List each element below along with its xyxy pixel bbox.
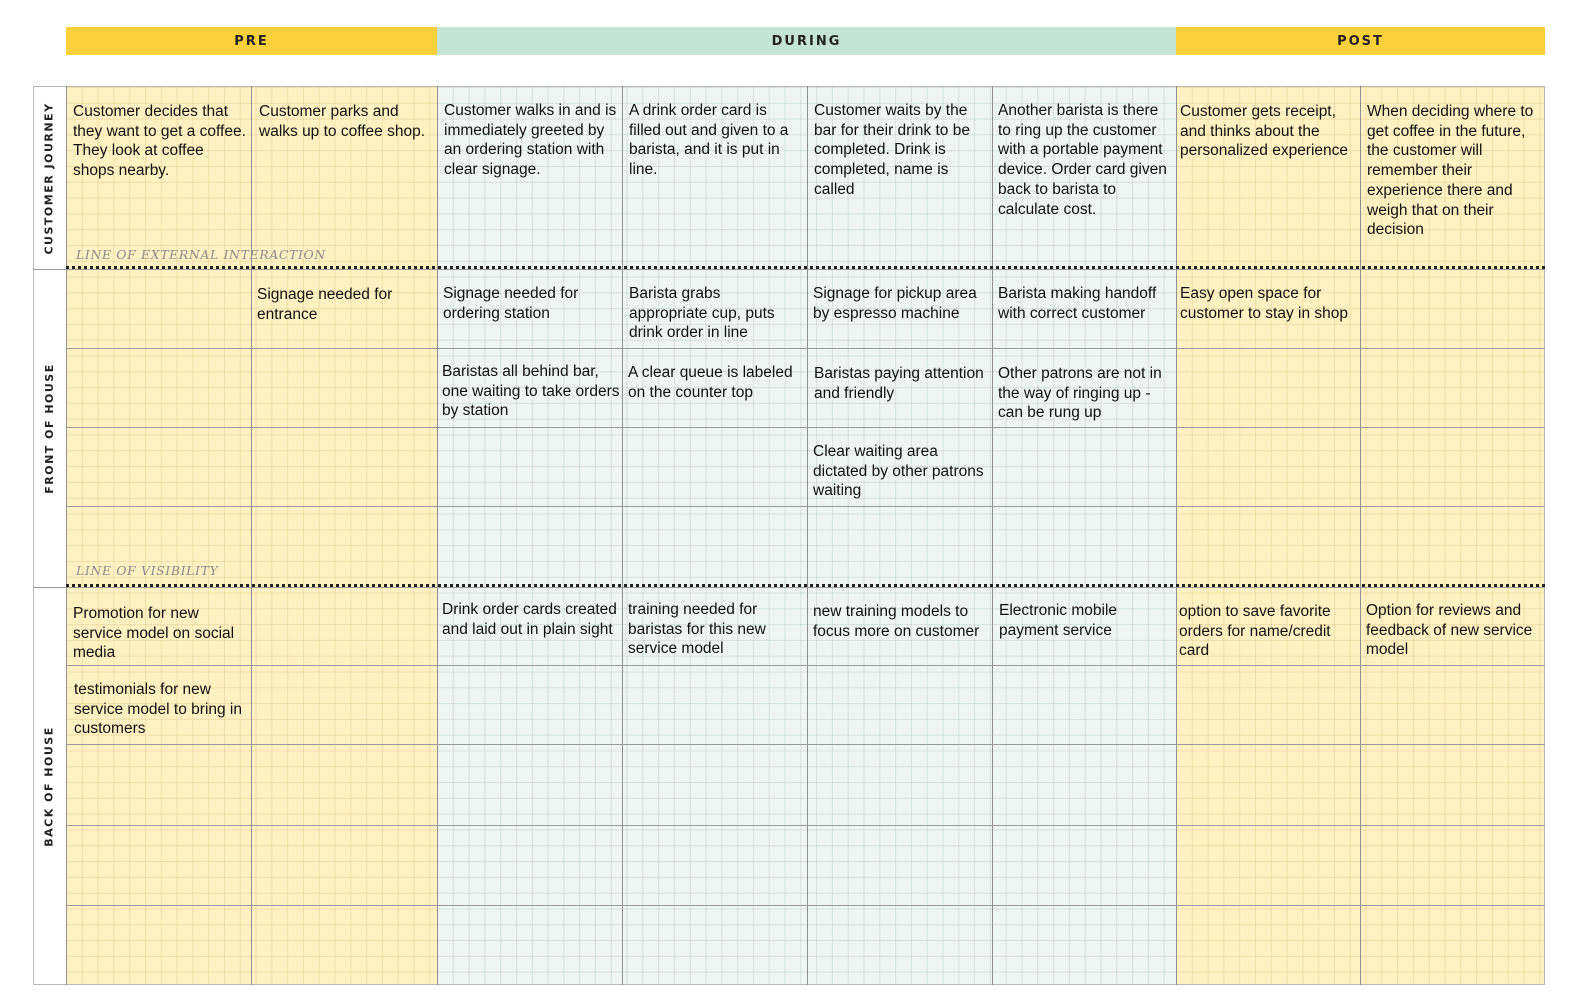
row-divider (66, 665, 1545, 666)
column-divider (622, 86, 623, 985)
customer-journey-note: Customer waits by the bar for their drink to be completed. Drink is completed, name is called (814, 102, 970, 198)
row-divider (66, 506, 1545, 507)
customer-journey-note: Customer parks and walks up to coffee shop. (259, 103, 426, 140)
row-divider (66, 905, 1545, 906)
column-divider (251, 86, 252, 985)
lane-back-of-house-label: BACK OF HOUSE (43, 725, 57, 847)
front-of-house-note: Baristas paying attention and friendly (814, 365, 984, 402)
front-of-house-note: Baristas all behind bar, one waiting to take orders by station (442, 363, 620, 420)
front-of-house-note: Signage needed for ordering station (443, 285, 579, 322)
back-of-house-note: Option for reviews and feedback of new service model (1366, 602, 1533, 659)
column-divider (437, 86, 438, 985)
lane-front-of-house (33, 270, 66, 587)
line-of-visibility-label: LINE OF VISIBILITY (76, 563, 219, 578)
back-of-house-note: Electronic mobile payment service (999, 602, 1118, 639)
customer-journey-note: A drink order card is filled out and given to a barista, and it is put in line. (629, 102, 789, 179)
column-divider (66, 86, 67, 985)
back-of-house-note: Drink order cards created and laid out in plain sight (442, 601, 617, 638)
row-divider (66, 744, 1545, 745)
customer-journey-note: Customer walks in and is immediately greeted by an ordering station with clear signage. (444, 102, 617, 179)
front-of-house-note: Other patrons are not in the way of ringing up - can be rung up (998, 365, 1162, 422)
line-of-external-interaction (66, 266, 1545, 269)
section-divider (33, 269, 1545, 270)
phase-pre-header (66, 27, 437, 55)
back-of-house-note: testimonials for new service model to bring in customers (74, 681, 242, 738)
row-divider (66, 427, 1545, 428)
phase-during-header (437, 27, 1176, 55)
lane-customer-journey-label: CUSTOMER JOURNEY (43, 101, 57, 255)
front-of-house-note: A clear queue is labeled on the counter top (628, 364, 793, 401)
front-of-house-note: Easy open space for customer to stay in shop (1180, 285, 1348, 322)
back-of-house-note: new training models to focus more on customer (813, 603, 980, 640)
back-of-house-note: option to save favorite orders for name/credit card (1179, 603, 1331, 660)
phase-pre-label: PRE (234, 33, 269, 49)
customer-journey-note: Another barista is there to ring up the customer with a portable payment device. Order card given back to barista to calculate cost. (998, 102, 1167, 218)
row-divider (66, 348, 1545, 349)
front-of-house-note: Signage needed for entrance (257, 286, 393, 323)
lane-customer-journey (33, 87, 66, 269)
back-of-house-note: Promotion for new service model on social media (73, 605, 235, 662)
customer-journey-note: When deciding where to get coffee in the future, the customer will remember their experience there and weigh that on their decision (1367, 103, 1534, 239)
customer-journey-note: Customer decides that they want to get a coffee. They look at coffee shops nearby. (73, 103, 246, 180)
column-divider (992, 86, 993, 985)
row-divider (66, 825, 1545, 826)
column-divider (1176, 86, 1177, 985)
line-of-external-interaction-label: LINE OF EXTERNAL INTERACTION (76, 247, 326, 262)
phase-post-label: POST (1337, 33, 1384, 49)
column-divider (1360, 86, 1361, 985)
phase-post-header (1176, 27, 1545, 55)
lane-front-of-house-label: FRONT OF HOUSE (43, 363, 56, 494)
customer-journey-note: Customer gets receipt, and thinks about the personalized experience (1180, 103, 1349, 160)
back-of-house-note: training needed for baristas for this new service model (628, 601, 766, 658)
column-divider (807, 86, 808, 985)
front-of-house-note: Barista making handoff with correct customer (998, 285, 1157, 322)
line-of-visibility (66, 584, 1545, 587)
front-of-house-note: Signage for pickup area by espresso machine (813, 285, 977, 322)
lane-back-of-house (33, 588, 66, 984)
front-of-house-note: Barista grabs appropriate cup, puts drink order in line (629, 285, 775, 342)
section-divider (33, 587, 1545, 588)
front-of-house-note: Clear waiting area dictated by other patrons waiting (813, 443, 984, 500)
phase-during-label: DURING (771, 33, 842, 49)
